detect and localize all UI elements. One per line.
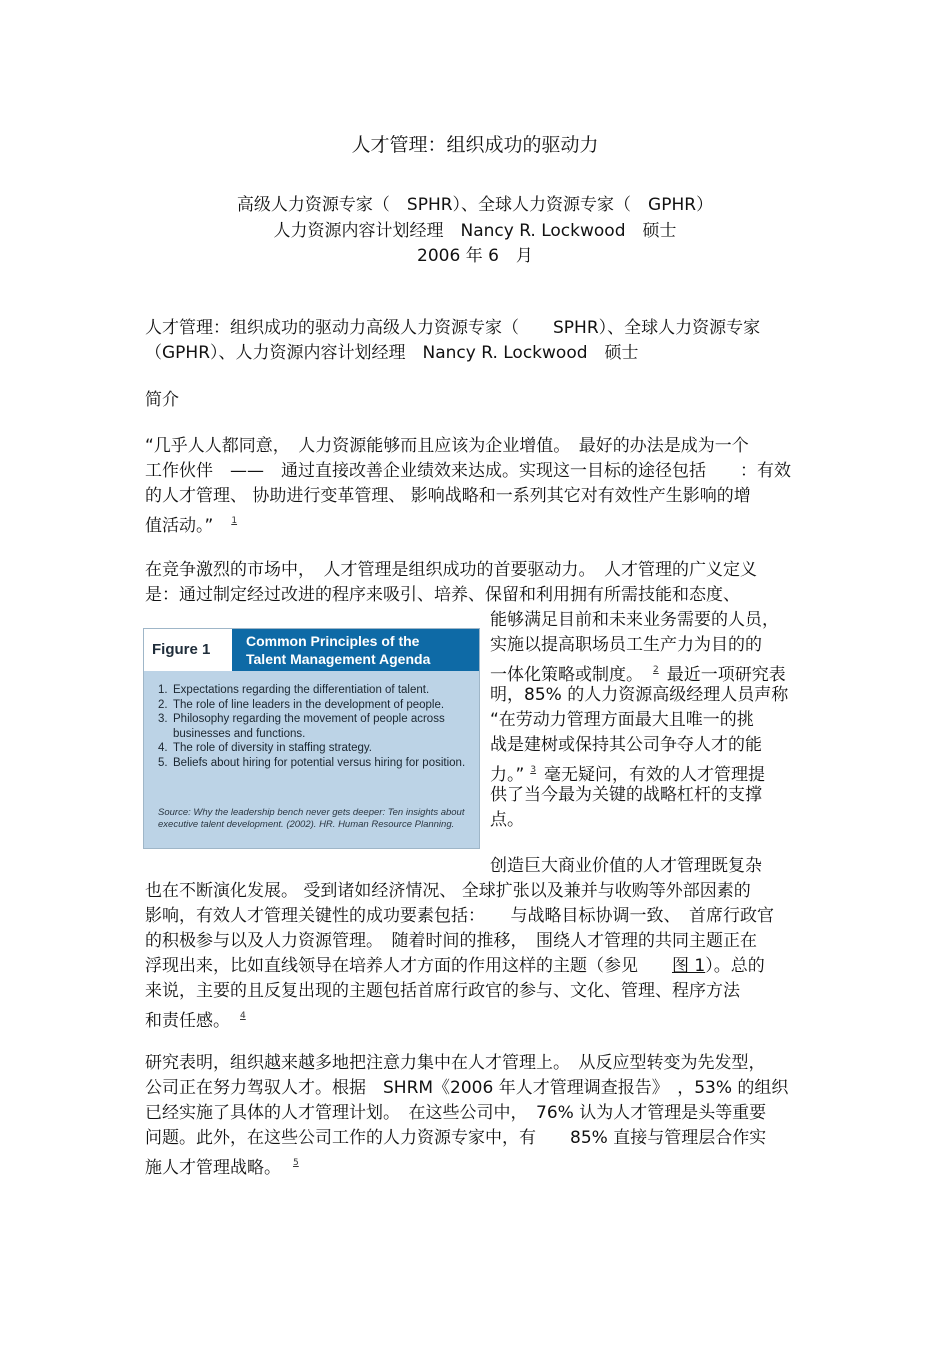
paragraph-line: 明，85% 的人力资源高级经理人员声称 (490, 685, 789, 705)
paragraph-text: ）。总的 (705, 956, 765, 976)
paragraph-line: 能够满足目前和未来业务需要的人员， (490, 610, 779, 630)
figure-1 (143, 628, 480, 849)
paragraph-line: 在竞争激烈的市场中， 人才管理是组织成功的首要驱动力。 人才管理的广义定义 (145, 560, 757, 580)
paragraph-line: 问题。此外，在这些公司工作的人力资源专家中，有 85% 直接与管理层合作实 (145, 1128, 767, 1148)
paragraph-line (145, 954, 765, 979)
figure-list-item: 4. The role of diversity in staffing strategy. (158, 742, 372, 754)
paragraph-line: 来说，主要的且反复出现的主题包括首席行政官的参与、文化、管理、程序方法 (145, 981, 740, 1001)
paragraph-text: 毫无疑问，有效的人才管理提 (544, 765, 766, 785)
paragraph-text: 浮现出来，比如直线领导在培养人才方面的作用这样的主题（参见 (145, 956, 672, 976)
paragraph-line: 工作伙伴 —— 通过直接改善企业绩效来达成。实现这一目标的途径包括 ：有效 (145, 461, 791, 481)
footnote-ref[interactable]: 1 (231, 516, 238, 526)
figure-list-item: 5. Beliefs about hiring for potential versus hiring for position. (158, 756, 466, 769)
paragraph-line: 是：通过制定经过改进的程序来吸引、培养、保留和利用拥有所需技能和态度、 (145, 585, 740, 605)
paragraph-line (145, 1004, 246, 1034)
paragraph-line (145, 1151, 299, 1181)
intro-line: 人才管理：组织成功的驱动力高级人力资源专家（ SPHR）、全球人力资源专家 (145, 318, 761, 338)
figure-header (144, 629, 481, 671)
paragraph-line: 研究表明，组织越来越多地把注意力集中在人才管理上。 从反应型转变为先发型， (145, 1053, 766, 1073)
figure-list-item: 1. Expectations regarding the differentiation of talent. (158, 684, 430, 696)
figure-list-item: 3. Philosophy regarding the movement of people across businesses and functions. (158, 713, 445, 740)
paragraph-line: “在劳动力管理方面最大且唯一的挑 (490, 710, 754, 730)
paragraph-line (145, 509, 237, 539)
paragraph-line: 也在不断演化发展。 受到诸如经济情况、 全球扩张以及兼并与收购等外部因素的 (145, 881, 751, 901)
paragraph-line: 的积极参与以及人力资源管理。 随着时间的推移， 围绕人才管理的共同主题正在 (145, 931, 757, 951)
intro-line: （GPHR）、人力资源内容计划经理 Nancy R. Lockwood 硕士 (145, 343, 639, 363)
paragraph-text: 力。” (490, 765, 525, 785)
paragraph-text: 值活动。” (145, 516, 214, 536)
figure-label: Figure 1 (144, 629, 232, 671)
publication-date: 2006 年 6 月 (417, 246, 533, 266)
paragraph-text: 和责任感。 (145, 1011, 230, 1031)
paragraph-line: 的人才管理、 协助进行变革管理、 影响战略和一系列其它对有效性产生影响的增 (145, 486, 751, 506)
paragraph-text: 施人才管理战略。 (145, 1158, 281, 1178)
paragraph-text: 一体化策略或制度。 (490, 665, 643, 685)
figure-list-item: 2. The role of line leaders in the development of people. (158, 698, 445, 711)
figure-title-line: Common Principles of the (246, 633, 420, 649)
paragraph-line: “几乎人人都同意， 人力资源能够而且应该为企业增值。 最好的办法是成为一个 (145, 436, 749, 456)
figure-1-link[interactable]: 图 1 (672, 956, 706, 976)
author-credentials: 高级人力资源专家（ SPHR）、全球人力资源专家（ GPHR） (236, 195, 714, 215)
footnote-ref[interactable]: 2 (653, 665, 659, 675)
figure-source: Source: Why the leadership bench never gets deeper: Ten insights about executive talent development. (2002). HR. Human Resource Planning. (158, 807, 465, 830)
paragraph-line: 战是建树或保持其公司争夺人才的能 (490, 735, 762, 755)
page-title: 人才管理：组织成功的驱动力 (351, 134, 599, 156)
paragraph-line: 供了当今最为关键的战略杠杆的支撑 (490, 785, 762, 805)
paragraph-line: 点。 (490, 810, 524, 830)
paragraph-line: 实施以提高职场员工生产力为目的的 (490, 635, 762, 655)
footnote-ref[interactable]: 3 (530, 765, 537, 775)
paragraph-line: 公司正在努力驾驭人才。根据 SHRM《2006 年人才管理调查报告》 ，53% 的组织 (145, 1078, 789, 1098)
figure-title (232, 629, 479, 671)
section-heading: 简介 (145, 390, 179, 410)
paragraph-line: 已经实施了具体的人才管理计划。 在这些公司中， 76% 认为人才管理是头等重要 (145, 1103, 767, 1123)
paragraph-line: 影响，有效人才管理关键性的成功要素包括： 与战略目标协调一致、 首席行政官 (145, 906, 774, 926)
paragraph-text: 最近一项研究表 (666, 665, 786, 685)
footnote-ref[interactable]: 5 (293, 1158, 299, 1168)
author-name: 人力资源内容计划经理 Nancy R. Lockwood 硕士 (273, 221, 677, 241)
figure-list (158, 683, 476, 770)
figure-title-line: Talent Management Agenda (246, 651, 431, 667)
footnote-ref[interactable]: 4 (240, 1011, 246, 1021)
paragraph-line: 创造巨大商业价值的人才管理既复杂 (490, 856, 762, 876)
